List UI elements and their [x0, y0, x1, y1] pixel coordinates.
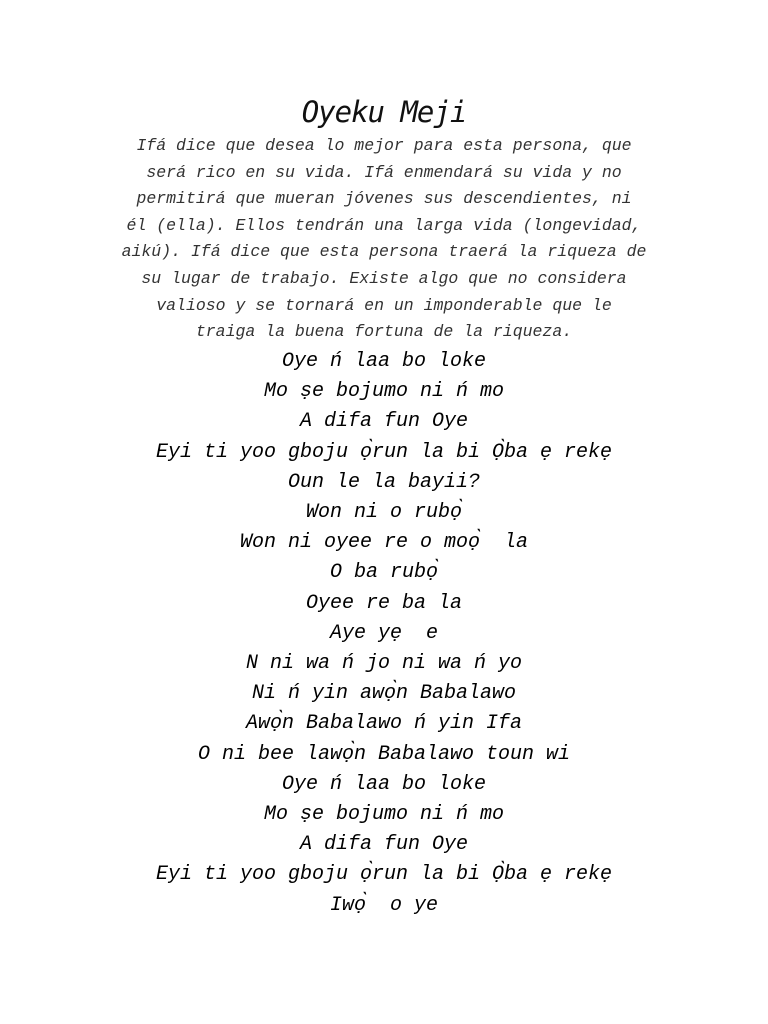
verse-line: Oye ń laa bo loke: [281, 772, 487, 796]
verse-line: Mo ṣe bojumo ni ń mo: [263, 380, 505, 404]
intro-line: valioso y se tornará en un imponderable que le: [156, 295, 612, 315]
verse-block: [0, 347, 768, 921]
verse-line: A difa fun Oye: [299, 833, 469, 857]
intro-paragraph: [104, 133, 664, 346]
verse-line: Eyi ti yoo gboju ọ̀run la bi Ọ̀ba ẹ rekẹ: [155, 440, 613, 464]
intro-line: Ifá dice que desea lo mejor para esta persona, que: [136, 136, 632, 155]
verse-line: Oyee re ba la: [305, 591, 463, 615]
intro-line: su lugar de trabajo. Existe algo que no considera: [141, 268, 627, 288]
verse-line: Ni ń yin awọ̀n Babalawo: [251, 682, 517, 706]
verse-line: Iwọ̀ o ye: [329, 893, 439, 917]
verse-line: Won ni o rubọ̀: [305, 501, 463, 525]
verse-line: Eyi ti yoo gboju ọ̀run la bi Ọ̀ba ẹ rekẹ: [155, 863, 613, 887]
verse-line: Awọ̀n Babalawo ń yin Ifa: [245, 712, 523, 736]
verse-line: A difa fun Oye: [299, 410, 469, 434]
intro-line: permitirá que mueran jóvenes sus descendientes, ni: [136, 189, 632, 209]
verse-line: Oun le la bayii?: [287, 470, 481, 494]
verse-line: N ni wa ń jo ni wa ń yo: [245, 652, 523, 676]
page-title: Oyeku Meji: [301, 95, 467, 129]
verse-line: Oye ń laa bo loke: [281, 350, 487, 373]
verse-line: Aye yẹ e: [329, 621, 439, 645]
verse-line: Won ni oyee re o moọ̀ la: [239, 531, 529, 555]
verse-line: Mo ṣe bojumo ni ń mo: [263, 803, 505, 827]
intro-line: traiga la buena fortuna de la riqueza.: [195, 322, 573, 342]
intro-line: será rico en su vida. Ifá enmendará su vida y no: [146, 162, 622, 182]
intro-line: él (ella). Ellos tendrán una larga vida (longevidad,: [126, 215, 642, 235]
verse-line: O ba rubọ̀: [329, 561, 439, 585]
verse-line: O ni bee lawọ̀n Babalawo toun wi: [197, 742, 571, 766]
intro-line: aikú). Ifá dice que esta persona traerá la riqueza de: [121, 242, 647, 262]
